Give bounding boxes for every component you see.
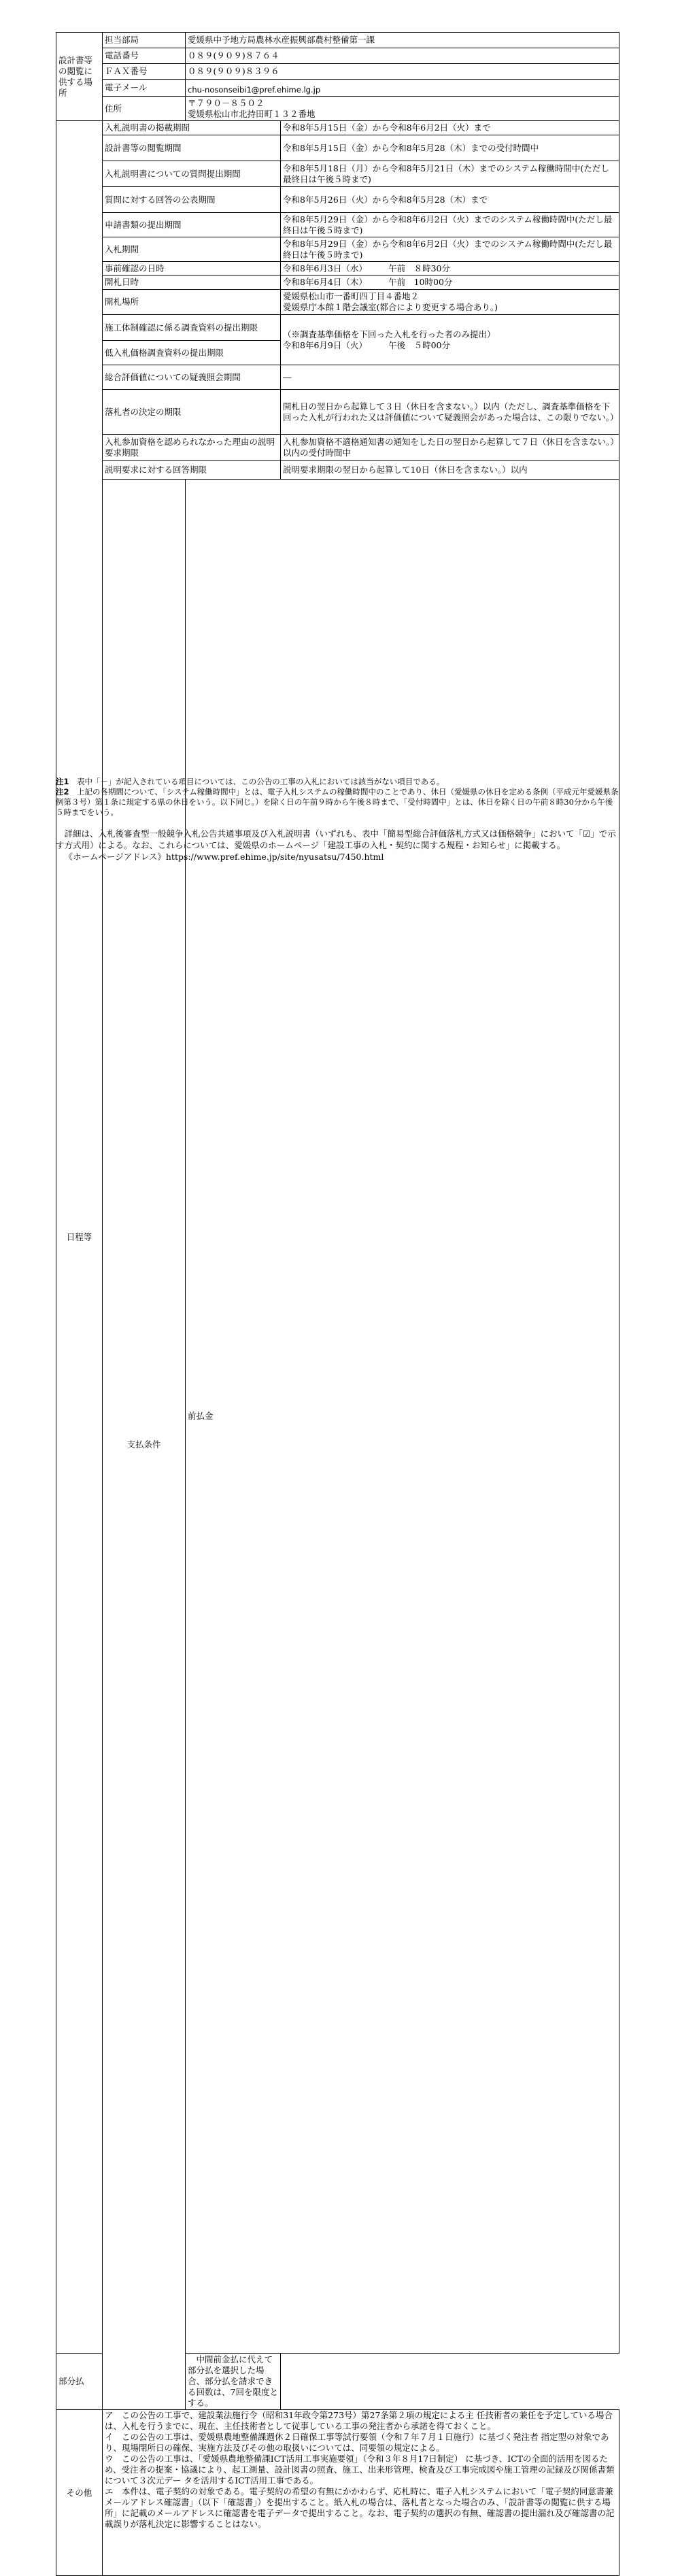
label-phone: 電話番号 [103,48,186,64]
homepage-url[interactable]: 《ホームページアドレス》https://www.pref.ehime.jp/site/nyusatsu/7450.html [64,851,384,862]
other-item-i: イ この公告の工事は、愛媛県農地整備課週休２日確保工事等試行要領（令和７年７月１日施行）に基づく発注者 指定型の対象であり、現場閉所日の確保、実施方法及びその他の取扱いについては、同要領の規定による。 [105,2432,609,2453]
value-bidding-period: 令和8年5月29日（金）から令和8年6月2日（火）までのシステム稼働時間中(ただし最終日は午後５時まで) [281,237,619,262]
label-prior-check: 事前確認の日時 [103,262,281,275]
note-1 [56,777,620,787]
value-answer-period: 令和8年5月26日（火）から令和8年5月28（木）まで [281,187,619,213]
other-item-a: ア この公告の工事で、建設業法施行令（昭和31年政令第273号）第27条第２項の規定による主 任技術者の兼任を予定している場合は、入札を行うまでに、現在、主任技術者として従事している工事の発注者から承諾を得ておくこと。 [105,2410,613,2431]
label-application-period: 申請書類の提出期間 [103,213,281,237]
category-payment: 支払条件 [103,480,186,2410]
value-department: 愛媛県中予地方局農林水産振興部農村整備第一課 [186,33,619,48]
value-explanation-request: 入札参加資格不適格通知書の通知をした日の翌日から起算して７日（休日を含まない。）以内の受付時間中 [281,435,619,461]
label-viewing-period: 設計書等の閲覧期間 [103,135,281,161]
category-other: その他 [56,2410,103,2576]
value-opening-datetime: 令和8年6月4日（木） 午前 10時00分 [281,275,619,290]
other-item-u: ウ この公告の工事は、「愛媛県農地整備課ICT活用工事実施要領」（令和３年８月17日制定） に基づき、ICTの全面的活用を図るため、受注者の提案・協議により、起工測量、設計図書の照査、施工、出来形管理、検査及び工事完成図や施工管理の記録及び関係書類について３次元デー タを活用するICT活用工事である。 [105,2454,615,2486]
detail-text: 詳細は、入札後審査型一般競争入札公告共通事項及び入札説明書（いずれも、表中「簡易型総合評価落札方式又は価格競争」において「☑」で示す方式用）による。なお、これらについては、愛媛県のホームページ「建設工事の入札・契約に関する規程・お知らせ」に掲載する。 [56,829,616,850]
category-viewing-place: 設計書等の閲覧に供する場所 [56,33,103,121]
value-prior-check: 令和8年6月3日（水） 午前 ８時30分 [281,262,619,275]
detail-section [56,829,620,863]
value-posting-period: 令和8年5月15日（金）から令和8年6月2日（火）まで [281,121,619,135]
note-1-label: 注1 [56,777,69,786]
category-schedule: 日程等 [56,121,103,2354]
other-item-e: エ 本件は、電子契約の対象である。電子契約の希望の有無にかかわらず、応札時に、電子入札システムにおいて「電子契約同意書兼メールアドレス確認書」（以下「確認書」）を提出すること。紙入札の場合は、落札者となった場合のみ、「設計書等の閲覧に供する場所」に記載のメールアドレスに確認書を電子データで提出すること。なお、電子契約の選択の有無、確認書の提出漏れ及び確認書の記載誤りが落札決定に影響することはない。 [105,2486,615,2529]
value-question-period: 令和8年5月18日（月）から令和8年5月21日（木）までのシステム稼働時間中(ただし最終日は午後５時まで) [281,161,619,187]
label-fax: ＦＡＸ番号 [103,64,186,80]
value-other [103,2410,619,2576]
value-reply-deadline: 説明要求期限の翌日から起算して10日（休日を含まない。）以内 [281,461,619,480]
label-low-bid-doc-deadline: 低入札価格調査資料の提出期限 [103,341,281,365]
label-advance-payment: 前払金 [186,480,619,2354]
label-opening-datetime: 開札日時 [103,275,281,290]
label-explanation-request: 入札参加資格を認められなかった理由の説明要求期限 [103,435,281,461]
value-phone: ０８９(９０９)８７６４ [186,48,619,64]
value-award-deadline: 開札日の翌日から起算して３日（休日を含まない。）以内（ただし、調査基準価格を下回った入札が行われた又は評価値について疑義照会があった場合は、この限りでない。） [281,390,619,435]
value-fax: ０８９(９０９)８３９６ [186,64,619,80]
value-address: 〒７９０－８５０２ 愛媛県松山市北持田町１３２番地 [186,97,619,121]
value-partial-payment: 中間前金払に代えて部分払を選択した場合、部分払を請求できる回数は、7回を限度とする。 [186,2354,281,2410]
label-inquiry-period: 総合評価値についての疑義照会期間 [103,365,281,390]
label-answer-period: 質問に対する回答の公表期間 [103,187,281,213]
notice-table [56,32,619,2576]
label-email: 電子メール [103,80,186,97]
value-doc-deadline: （※調査基準価格を下回った入札を行った者のみ提出） 令和8年6月9日（火） 午後 ５時00分 [281,315,619,365]
notes [56,777,620,818]
label-bidding-period: 入札期間 [103,237,281,262]
label-question-period: 入札説明書についての質問提出期間 [103,161,281,187]
label-posting-period: 入札説明書の掲載期間 [103,121,281,135]
value-opening-place: 愛媛県松山市一番町四丁目４番地２ 愛媛県庁本館１階会議室(都合により変更する場合あり。) [281,290,619,315]
note-1-text: 表中「－」が記入されている項目については、この公告の工事の入札においては該当がない項目である。 [77,777,445,786]
note-2-text: 上記の各期間について、「システム稼働時間中」とは、電子入札システムの稼働時間中のことであり、休日（愛媛県の休日を定める条例（平成元年愛媛県条例第３号）第１条に規定する県の休日をいう。以下同じ。）を除く日の午前９時から午後８時まで、「受付時間中」とは、休日を除く日の午前８時30分から午後５時までをいう。 [56,786,619,817]
value-inquiry-period: ― [281,365,619,390]
label-structure-doc-deadline: 施工体制確認に係る調査資料の提出期限 [103,315,281,341]
label-opening-place: 開札場所 [103,290,281,315]
value-application-period: 令和8年5月29日（金）から令和8年6月2日（火）までのシステム稼働時間中(ただし最終日は午後５時まで) [281,213,619,237]
note-2-label: 注2 [56,786,69,797]
label-award-deadline: 落札者の決定の期限 [103,390,281,435]
label-partial-payment: 部分払 [56,2354,186,2410]
value-viewing-period: 令和8年5月15日（金）から令和8年5月28（木）までの受付時間中 [281,135,619,161]
label-address: 住所 [103,97,186,121]
label-reply-deadline: 説明要求に対する回答期限 [103,461,281,480]
value-email: chu-nosonseibi1@pref.ehime.lg.jp [186,80,619,97]
label-department: 担当部局 [103,33,186,48]
note-2 [56,787,620,818]
